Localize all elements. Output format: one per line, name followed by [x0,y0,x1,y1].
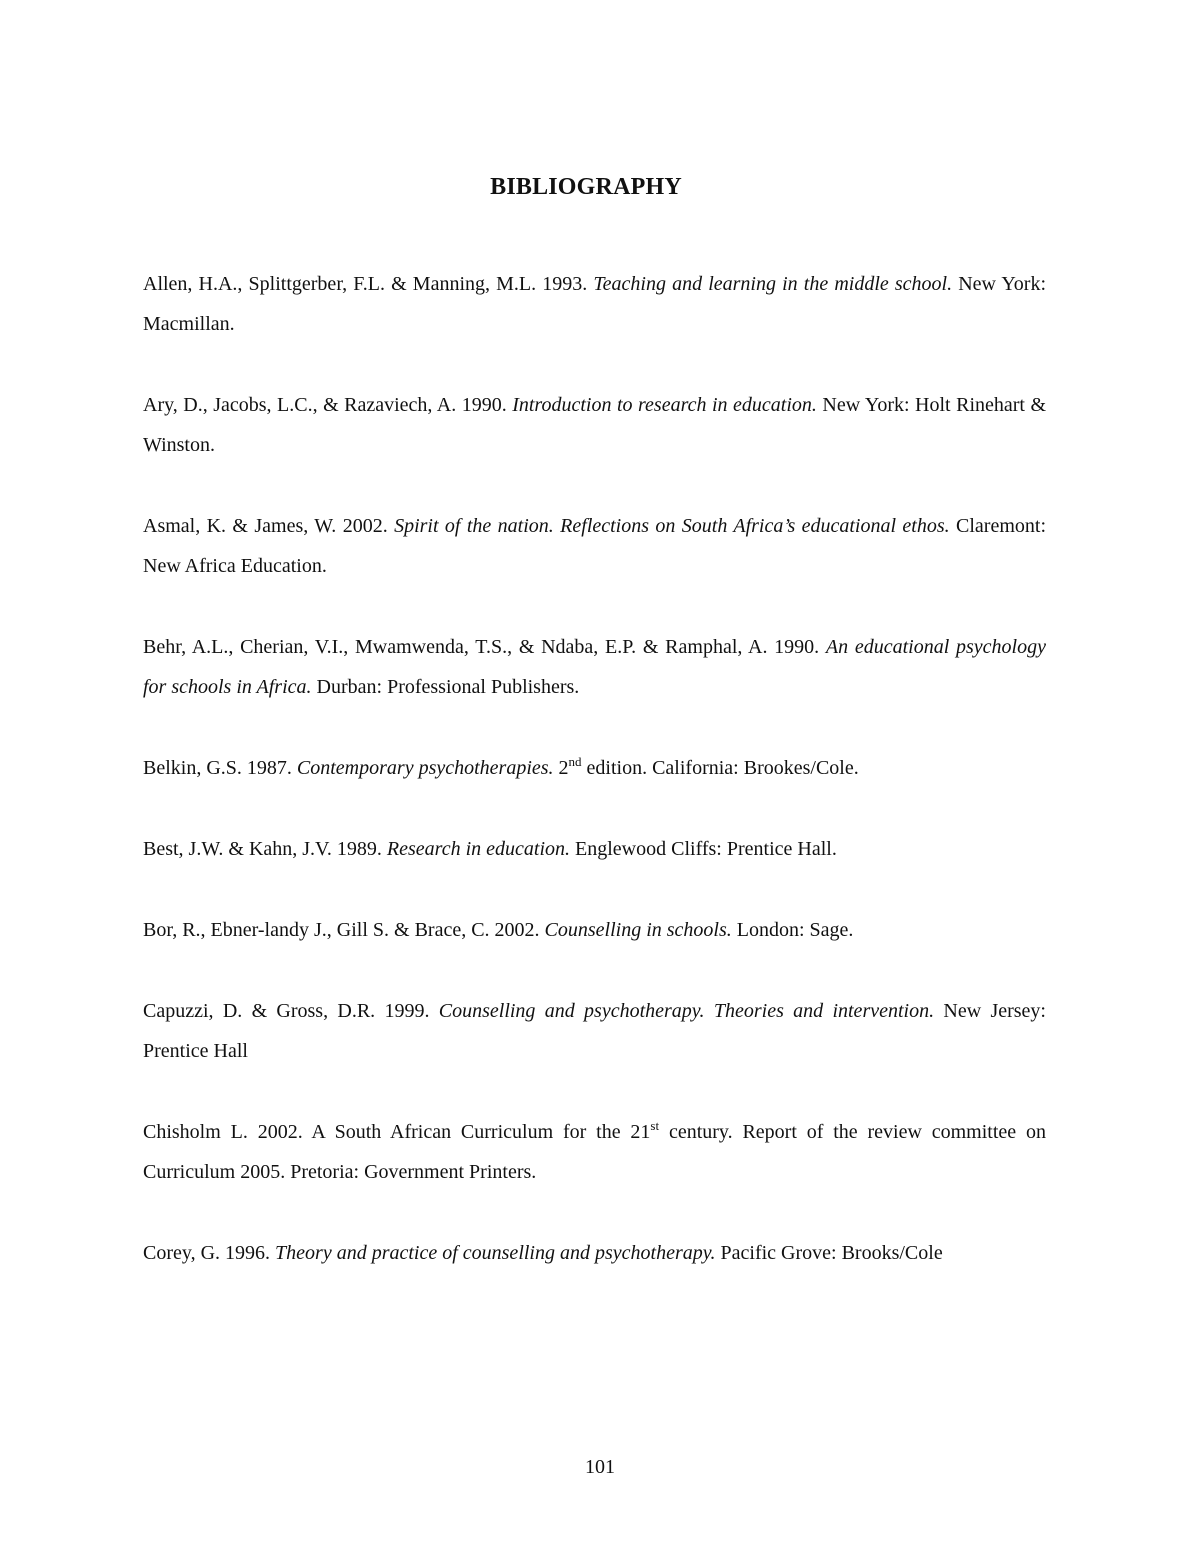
entry-authors: Capuzzi, D. & Gross, D.R. 1999. [143,1000,430,1022]
entry-publisher: London: Sage. [736,919,854,941]
entry-title: Counselling in schools. [544,919,732,941]
entry-authors: Bor, R., Ebner-landy J., Gill S. & Brace, C. 2002. [143,919,540,941]
entry-publisher: Claremont: New Africa Education. [143,515,1047,577]
entry-title: Research in education. [386,838,571,860]
entry-title: An educational psychology for schools in Africa. [143,636,1046,698]
entry-authors: Ary, D., Jacobs, L.C., & Razaviech, A. 1990. [143,394,507,416]
bibliography-list [143,264,1046,1314]
bibliography-entry [143,1233,1046,1273]
entry-authors: Behr, A.L., Cherian, V.I., Mwamwenda, T.S., & Ndaba, E.P. & Ramphal, A. 1990. [143,636,820,658]
entry-publisher: Englewood Cliffs: Prentice Hall. [575,838,837,860]
entry-title: Theory and practice of counselling and psychotherapy. [275,1242,716,1264]
bibliography-entry [143,910,1046,950]
entry-publisher: edition. California: Brookes/Cole. [586,757,859,779]
entry-authors: Asmal, K. & James, W. 2002. [143,515,388,537]
bibliography-entry [143,506,1046,586]
entry-edition-suffix: nd [568,754,582,769]
bibliography-entry [143,748,1046,788]
entry-publisher: New York: Holt Rinehart & Winston. [143,394,1047,456]
entry-title: Counselling and psychotherapy. Theories and intervention. [438,1000,935,1022]
bibliography-entry [143,829,1046,869]
bibliography-entry [143,627,1046,707]
entry-title: Spirit of the nation. Reflections on South Africa’s educational ethos. [394,515,950,537]
entry-publisher: New York: Macmillan. [143,273,1047,335]
bibliography-entry [143,264,1046,344]
entry-edition-number: 2 [558,757,569,779]
entry-authors: Corey, G. 1996. [143,1242,271,1264]
entry-title: Teaching and learning in the middle school. [593,273,953,295]
entry-authors: Allen, H.A., Splittgerber, F.L. & Manning, M.L. 1993. [143,273,588,295]
page-title: BIBLIOGRAPHY [490,174,682,200]
entry-authors: Belkin, G.S. 1987. [143,757,292,779]
entry-authors: Best, J.W. & Kahn, J.V. 1989. [143,838,382,860]
entry-title: Introduction to research in education. [512,394,817,416]
entry-text-continued: century. Report of the review committee on Curriculum 2005. Pretoria: Government Printers. [143,1121,1047,1183]
bibliography-entry [143,991,1046,1071]
bibliography-entry [143,385,1046,465]
entry-publisher: Durban: Professional Publishers. [316,676,580,698]
entry-publisher: New Jersey: Prentice Hall [143,1000,1046,1062]
entry-text: Chisholm L. 2002. A South African Curriculum for the 21 [143,1121,651,1143]
entry-title: Contemporary psychotherapies. [296,757,554,779]
page-number: 101 [585,1456,615,1478]
entry-superscript: st [650,1118,660,1133]
entry-publisher: Pacific Grove: Brooks/Cole [720,1242,943,1264]
bibliography-entry [143,1112,1046,1192]
